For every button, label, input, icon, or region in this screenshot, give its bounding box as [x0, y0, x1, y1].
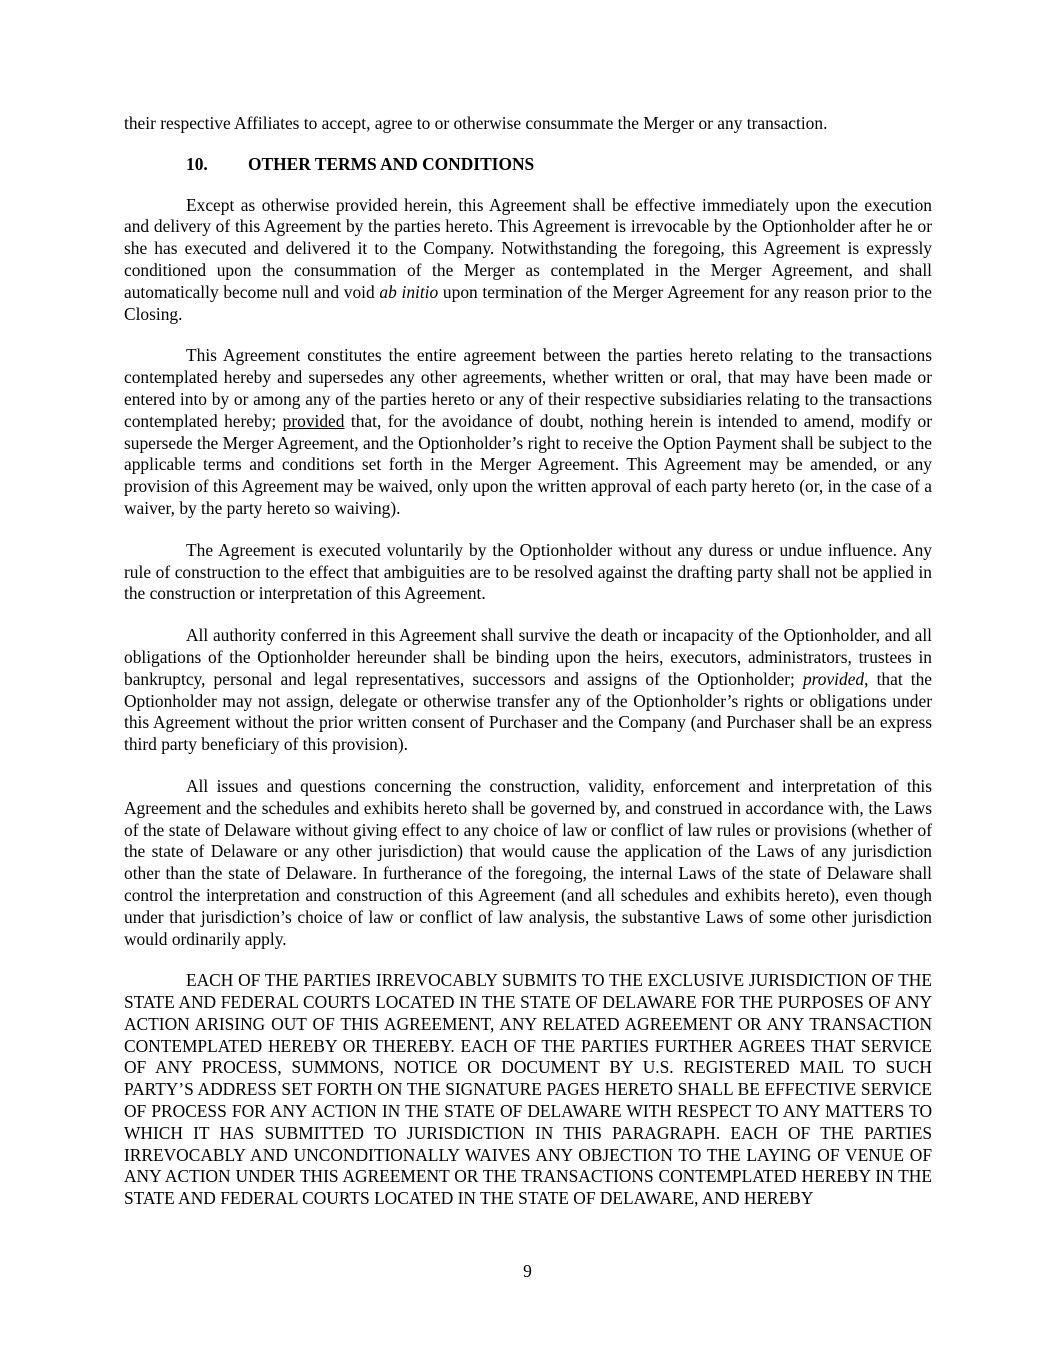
paragraph-text: upon termination of the Merger Agreement for any reason prior to the Closing.	[124, 281, 932, 324]
page-number: 9	[523, 1261, 532, 1281]
paragraph-effectiveness	[124, 195, 932, 326]
section-heading	[186, 154, 932, 176]
paragraph-text: Except as otherwise provided herein, this Agreement shall be effective immediately upon the execution and delivery of this Agreement by the parties hereto. This Agreement is irrevocable by the Optionholder after he or she has executed and delivered it to the Company. Notwithstanding the foregoing, this Agreement is expressly conditioned upon the consummation of the Merger as contemplated in the Merger Agreement, and shall automatically become null and void	[124, 194, 932, 302]
paragraph-successors-assigns	[124, 625, 932, 756]
section-number: 10.	[186, 153, 208, 174]
paragraph-text: that, for the avoidance of doubt, nothing herein is intended to amend, modify or supersede the Merger Agreement, and the Optionholder’s right to receive the Option Payment shall be subject to the applicable terms and conditions set forth in the Merger Agreement. This Agreement may be amended, or any provision of this Agreement may be waived, only upon the written approval of each party hereto (or, in the case of a waiver, by the party hereto so waiving).	[124, 410, 932, 518]
section-title: OTHER TERMS AND CONDITIONS	[248, 153, 535, 174]
italic-term: ab initio	[379, 281, 439, 302]
page-body	[124, 113, 932, 1210]
paragraph-voluntary-execution: The Agreement is executed voluntarily by the Optionholder without any duress or undue influence. Any rule of construction to the effect that ambiguities are to be resolved against the drafting party shall not be applied in the construction or interpretation of this Agreement.	[124, 539, 932, 604]
paragraph-text: All authority conferred in this Agreement shall survive the death or incapacity of the Optionholder, and all obligations of the Optionholder hereunder shall be binding upon the heirs, executors, administrators, trustees in bankruptcy, personal and legal representatives, successors and assigns of the Optionholder;	[124, 625, 932, 689]
paragraph-text: , that the Optionholder may not assign, delegate or otherwise transfer any of the Optionholder’s rights or obligations under this Agreement without the prior written consent of Purchaser and the Company (and Purchaser shall be an express third party beneficiary of this provision).	[124, 668, 932, 755]
underlined-term: provided	[282, 410, 345, 431]
italic-term: provided	[802, 668, 865, 689]
paragraph-entire-agreement	[124, 345, 932, 519]
paragraph-governing-law: All issues and questions concerning the construction, validity, enforcement and interpretation of this Agreement and the schedules and exhibits hereto shall be governed by, and construed in accordance with, the Laws of the state of Delaware without giving effect to any choice of law or conflict of law rules or provisions (whether of the state of Delaware or any other jurisdiction) that would cause the application of the Laws of any jurisdiction other than the state of Delaware. In furtherance of the foregoing, the internal Laws of the state of Delaware shall control the interpretation and construction of this Agreement (and all schedules and exhibits hereto), even though under that jurisdiction’s choice of law or conflict of law analysis, the substantive Laws of some other jurisdiction would ordinarily apply.	[124, 775, 932, 949]
paragraph-jurisdiction: EACH OF THE PARTIES IRREVOCABLY SUBMITS TO THE EXCLUSIVE JURISDICTION OF THE STATE AND FEDERAL COURTS LOCATED IN THE STATE OF DELAWARE FOR THE PURPOSES OF ANY ACTION ARISING OUT OF THIS AGREEMENT, ANY RELATED AGREEMENT OR ANY TRANSACTION CONTEMPLATED HEREBY OR THEREBY. EACH OF THE PARTIES FURTHER AGREES THAT SERVICE OF ANY PROCESS, SUMMONS, NOTICE OR DOCUMENT BY U.S. REGISTERED MAIL TO SUCH PARTY’S ADDRESS SET FORTH ON THE SIGNATURE PAGES HERETO SHALL BE EFFECTIVE SERVICE OF PROCESS FOR ANY ACTION IN THE STATE OF DELAWARE WITH RESPECT TO ANY MATTERS TO WHICH IT HAS SUBMITTED TO JURISDICTION IN THIS PARAGRAPH. EACH OF THE PARTIES IRREVOCABLY AND UNCONDITIONALLY WAIVES ANY OBJECTION TO THE LAYING OF VENUE OF ANY ACTION UNDER THIS AGREEMENT OR THE TRANSACTIONS CONTEMPLATED HEREBY IN THE STATE AND FEDERAL COURTS LOCATED IN THE STATE OF DELAWARE, AND HEREBY	[124, 970, 932, 1209]
continuation-text: their respective Affiliates to accept, agree to or otherwise consummate the Merger or any transaction.	[124, 113, 828, 133]
paragraph-text: This Agreement constitutes the entire agreement between the parties hereto relating to the transactions contemplated hereby and supersedes any other agreements, whether written or oral, that may have been made or entered into by or among any of the parties hereto or any of their respective subsidiaries relating to the transactions contemplated hereby;	[124, 345, 932, 431]
